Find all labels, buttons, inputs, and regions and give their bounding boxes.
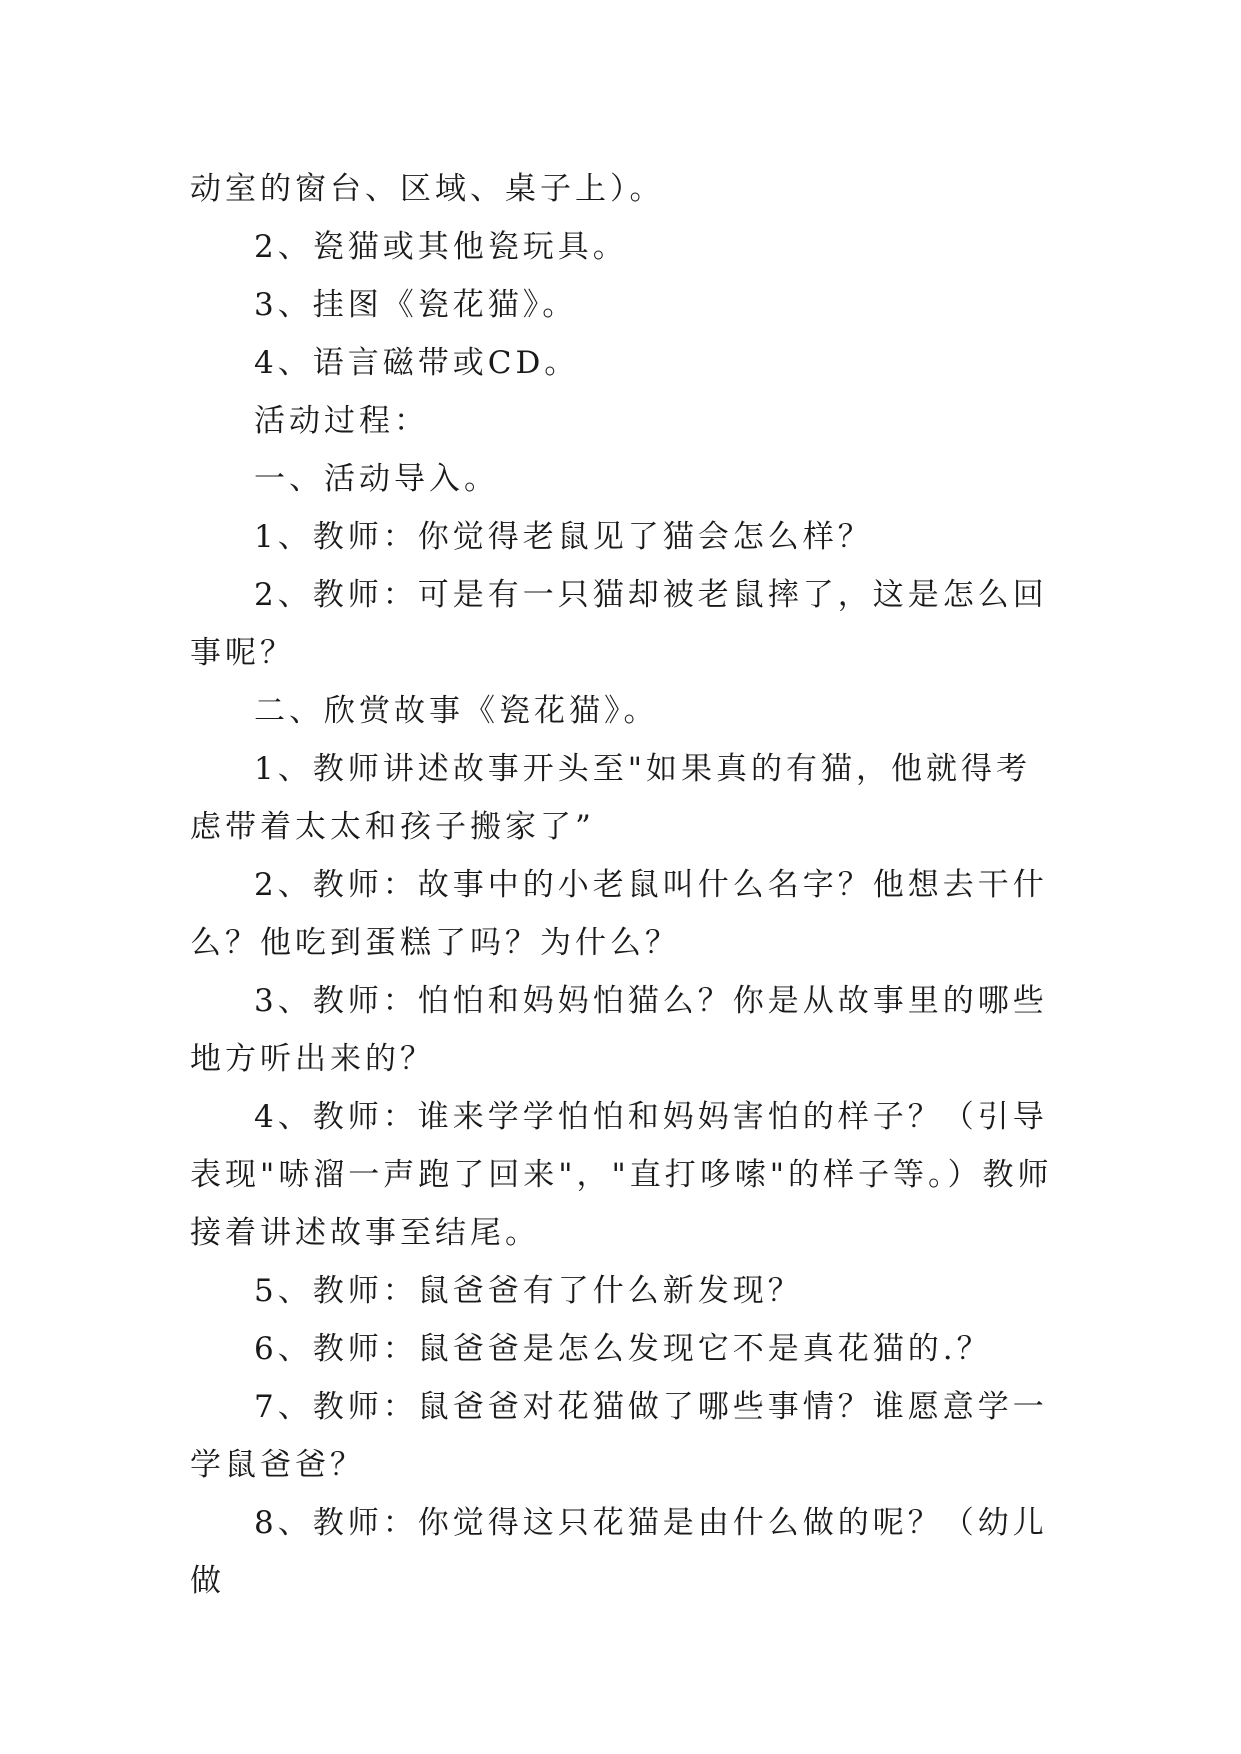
paragraph: 6、教师：鼠爸爸是怎么发现它不是真花猫的.？ [254,1331,992,1367]
paragraph: 一、活动导入。 [254,461,499,497]
paragraph: 2、教师：可是有一只猫却被老鼠摔了，这是怎么回事呢？ [190,577,1048,671]
paragraph: 4、教师：谁来学学怕怕和妈妈害怕的样子？（引导表现"哧溜一声跑了回来"，"直打哆嗦"的样子等。）教师接着讲述故事至结尾。 [190,1099,1053,1251]
paragraph: 2、教师：故事中的小老鼠叫什么名字？他想去干什么？他吃到蛋糕了吗？为什么？ [190,867,1048,961]
paragraph: 7、教师：鼠爸爸对花猫做了哪些事情？谁愿意学一学鼠爸爸？ [190,1389,1048,1483]
paragraph: 1、教师：你觉得老鼠见了猫会怎么样？ [254,519,873,555]
paragraph: 2、瓷猫或其他瓷玩具。 [254,229,628,265]
paragraph: 4、语言磁带或CD。 [254,345,580,381]
paragraph: 二、欣赏故事《瓷花猫》。 [254,693,659,729]
paragraph: 1、教师讲述故事开头至"如果真的有猫，他就得考虑带着太太和孩子搬家了” [190,751,1031,845]
paragraph: 3、挂图《瓷花猫》。 [254,287,578,323]
paragraph: 8、教师：你觉得这只花猫是由什么做的呢？（幼儿做 [190,1505,1048,1599]
paragraph: 5、教师：鼠爸爸有了什么新发现？ [254,1273,803,1309]
paragraph: 活动过程： [254,403,429,439]
paragraph: 动室的窗台、区域、桌子上）。 [190,171,665,207]
document-body [190,160,1060,1610]
paragraph: 3、教师：怕怕和妈妈怕猫么？你是从故事里的哪些地方听出来的？ [190,983,1048,1077]
